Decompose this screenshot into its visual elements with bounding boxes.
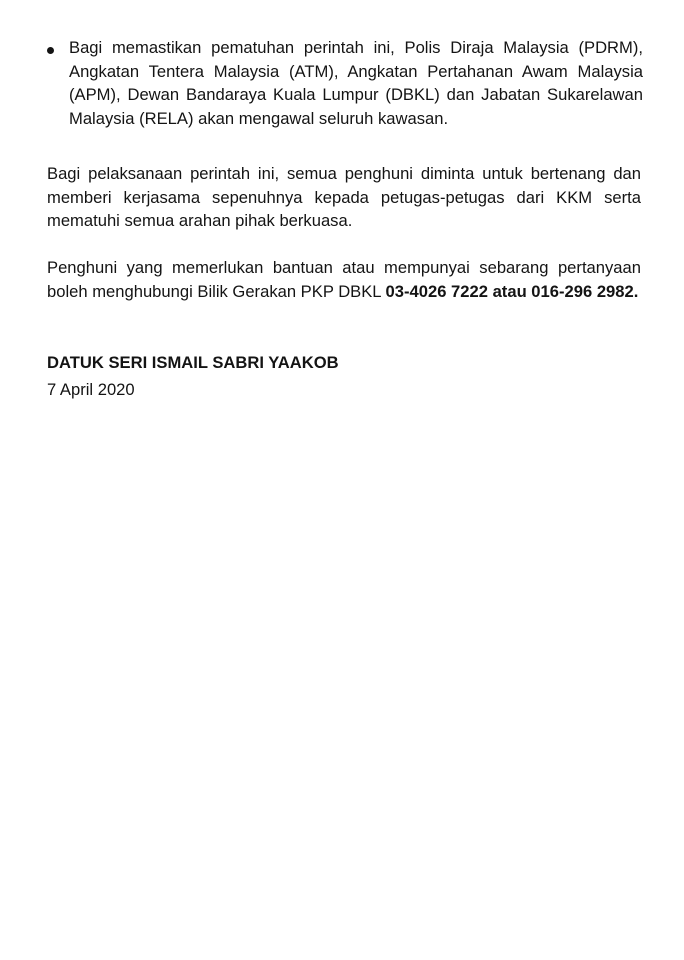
signatory-name: DATUK SERI ISMAIL SABRI YAAKOB [47, 353, 339, 372]
bullet-text: Bagi memastikan pematuhan perintah ini, Polis Diraja Malaysia (PDRM), Angkatan Tentera Malaysia (ATM), Angkatan Pertahanan Awam Malaysia (APM), Dewan Bandaraya Kuala Lumpur (DBKL) dan Jabatan Sukarelawan Malaysia (RELA) akan mengawal seluruh kawasan. [69, 38, 643, 128]
document-date: 7 April 2020 [47, 380, 135, 399]
paragraph-cooperation: Bagi pelaksanaan perintah ini, semua penghuni diminta untuk bertenang dan memberi kerjasama sepenuhnya kepada petugas-petugas dari KKM serta mematuhi semua arahan pihak berkuasa. [47, 164, 641, 230]
contact-text: Penghuni yang memerlukan bantuan atau mempunyai sebarang pertanyaan boleh menghubungi Bilik Gerakan PKP DBKL [47, 258, 641, 301]
bullet-icon [47, 47, 54, 54]
paragraph-contact [47, 256, 641, 303]
bullet-list-item [47, 36, 643, 130]
contact-phone-numbers: 03-4026 7222 atau 016-296 2982. [385, 281, 639, 301]
